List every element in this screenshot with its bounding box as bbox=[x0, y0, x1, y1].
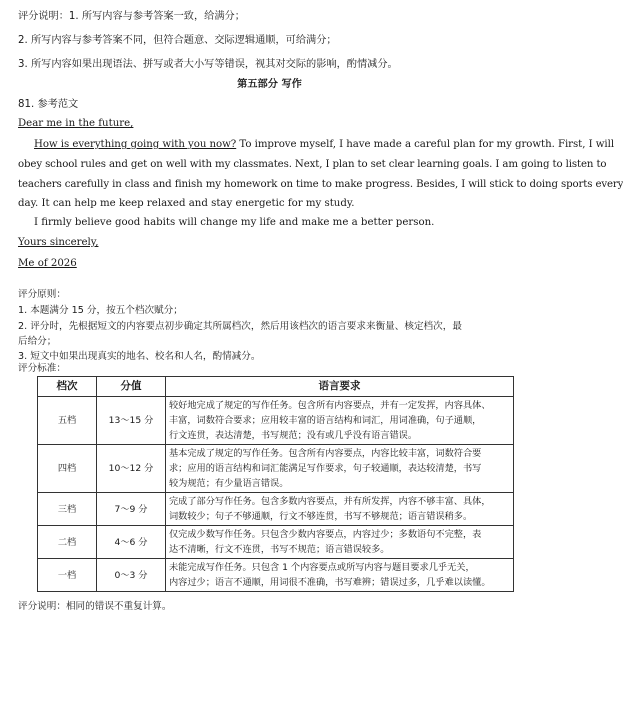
principle-1: 1. 本题满分 15 分，按五个档次赋分； bbox=[18, 305, 183, 316]
level-cell: 三档 bbox=[38, 493, 97, 526]
top-note-2: 2. 所写内容与参考答案不同，但符合题意、交际逻辑通顺，可给满分； bbox=[18, 35, 337, 46]
requirement-line: 仅完成少数写作任务。只包含少数内容要点，内容过少；多数语句不完整，表 bbox=[169, 529, 482, 540]
table-row bbox=[38, 445, 514, 493]
level-cell: 一档 bbox=[38, 559, 97, 592]
section-title: 第五部分 写作 bbox=[237, 79, 302, 90]
principle-2: 2. 评分时，先根据短文的内容要点初步确定其所属档次，然后用该档次的语言要求来衡量、核定档次，最 bbox=[18, 321, 462, 332]
score-cell: 7～9 分 bbox=[97, 493, 166, 526]
level-cell: 二档 bbox=[38, 526, 97, 559]
letter-opening-question: How is everything going with you now? bbox=[34, 139, 237, 150]
letter-p1-line2: obey school rules and get on well with my classmates. Next, I plan to set clear learning goals. I am going to listen to bbox=[18, 159, 607, 170]
requirement-line: 词数较少；句子不够通顺，行文不够连贯，书写不够规范；语言错误稍多。 bbox=[169, 511, 473, 522]
requirement-cell bbox=[166, 493, 514, 526]
requirement-line: 基本完成了规定的写作任务。包含所有内容要点，内容比较丰富，词数符合要 bbox=[169, 448, 482, 459]
letter-p1-line3: teachers carefully in class and finish my homework on time to make progress. Besides, I will stick to doing sports every bbox=[18, 179, 623, 190]
requirement-line: 完成了部分写作任务。包含多数内容要点，并有所发挥，内容不够丰富、具体， bbox=[169, 496, 491, 507]
letter-p1-line4: day. It can help me keep relaxed and stay energetic for my study. bbox=[18, 198, 355, 209]
principle-2-cont: 后给分； bbox=[18, 336, 57, 347]
table-row bbox=[38, 559, 514, 592]
letter-p1-line1-rest: To improve myself, I have made a careful plan for my growth. First, I will bbox=[236, 139, 615, 150]
top-note-1: 评分说明：1. 所写内容与参考答案一致，给满分； bbox=[18, 11, 245, 22]
header-score: 分值 bbox=[97, 377, 166, 397]
requirement-line: 内容过少；语言不通顺，用词很不准确，书写难辨；错误过多，几乎难以读懂。 bbox=[169, 577, 491, 588]
letter-p1-line1 bbox=[34, 138, 614, 152]
header-requirements: 语言要求 bbox=[166, 377, 514, 397]
scoring-table bbox=[37, 376, 514, 592]
level-cell: 五档 bbox=[38, 397, 97, 445]
requirement-line: 求；应用的语言结构和词汇能满足写作要求，句子较通顺，表达较清楚，书写 bbox=[169, 463, 482, 474]
requirement-line: 丰富，词数符合要求；应用较丰富的语言结构和词汇，用词准确，句子通顺， bbox=[169, 415, 482, 426]
sample-label: 81. 参考范文 bbox=[18, 99, 79, 110]
letter-p2: I firmly believe good habits will change my life and make me a better person. bbox=[34, 217, 435, 228]
top-note-3: 3. 所写内容如果出现语法、拼写或者大小写等错误，视其对交际的影响，酌情减分。 bbox=[18, 59, 398, 70]
requirement-cell bbox=[166, 559, 514, 592]
table-header-row bbox=[38, 377, 514, 397]
score-cell: 0～3 分 bbox=[97, 559, 166, 592]
table-row bbox=[38, 526, 514, 559]
letter-salutation: Dear me in the future, bbox=[18, 118, 134, 129]
requirement-line: 未能完成写作任务。只包含 1 个内容要点或所写内容与题目要求几乎无关， bbox=[169, 562, 475, 573]
principle-3: 3. 短文中如果出现真实的地名、校名和人名，酌情减分。 bbox=[18, 351, 261, 362]
standard-label: 评分标准： bbox=[18, 363, 66, 374]
table-row bbox=[38, 397, 514, 445]
letter-closing: Yours sincerely, bbox=[18, 237, 99, 248]
score-cell: 10～12 分 bbox=[97, 445, 166, 493]
header-level: 档次 bbox=[38, 377, 97, 397]
score-cell: 13～15 分 bbox=[97, 397, 166, 445]
requirement-cell bbox=[166, 397, 514, 445]
score-cell: 4～6 分 bbox=[97, 526, 166, 559]
requirement-line: 行文连贯，表达清楚，书写规范；没有或几乎没有语言错误。 bbox=[169, 430, 418, 441]
requirement-line: 较好地完成了规定的写作任务。包含所有内容要点，并有一定发挥，内容具体、 bbox=[169, 400, 491, 411]
level-cell: 四档 bbox=[38, 445, 97, 493]
requirement-line: 较为规范；有少量语言错误。 bbox=[169, 478, 289, 489]
footer-note: 评分说明：相同的错误不重复计算。 bbox=[18, 601, 172, 612]
requirement-cell bbox=[166, 445, 514, 493]
requirement-cell bbox=[166, 526, 514, 559]
requirement-line: 达不清晰，行文不连贯，书写不规范；语言错误较多。 bbox=[169, 544, 390, 555]
letter-signature: Me of 2026 bbox=[18, 258, 77, 269]
principles-title: 评分原则： bbox=[18, 289, 66, 300]
table-row bbox=[38, 493, 514, 526]
